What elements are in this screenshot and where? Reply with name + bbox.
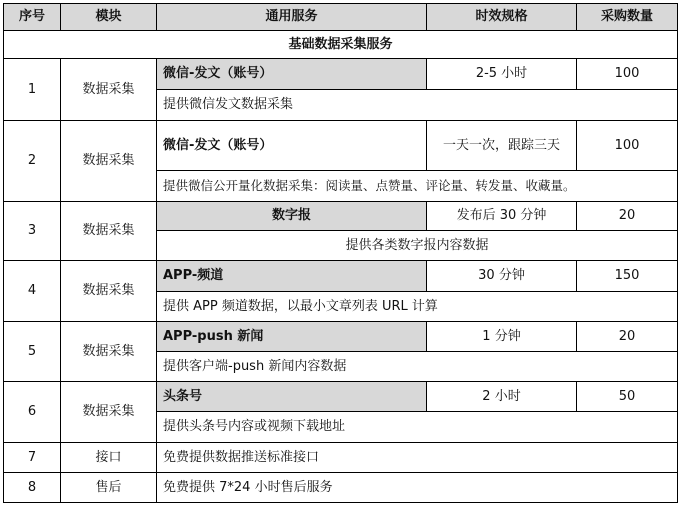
- row-number: 3: [4, 202, 61, 261]
- row-module: 接口: [61, 443, 157, 473]
- table-row: [4, 473, 678, 503]
- row-number: 2: [4, 121, 61, 202]
- row-quantity: 150: [577, 261, 678, 292]
- header-service: 通用服务: [157, 4, 427, 31]
- section-row: [4, 31, 678, 59]
- table-row: [4, 261, 678, 292]
- row-service: 头条号: [157, 382, 427, 412]
- row-service: APP-频道: [157, 261, 427, 292]
- row-number: 8: [4, 473, 61, 503]
- header-row: [4, 4, 678, 31]
- row-number: 5: [4, 322, 61, 382]
- row-module: 数据采集: [61, 382, 157, 443]
- row-number: 7: [4, 443, 61, 473]
- row-timing: 发布后 30 分钟: [427, 202, 577, 231]
- table-row: [4, 121, 678, 171]
- row-module: 售后: [61, 473, 157, 503]
- row-module: 数据采集: [61, 261, 157, 322]
- table-row: [4, 443, 678, 473]
- header-quantity: 采购数量: [577, 4, 678, 31]
- row-description: 提供微信公开量化数据采集：阅读量、点赞量、评论量、转发量、收藏量。: [157, 171, 678, 202]
- header-module: 模块: [61, 4, 157, 31]
- row-timing: 1 分钟: [427, 322, 577, 352]
- row-quantity: 100: [577, 59, 678, 90]
- row-description: 提供 APP 频道数据，以最小文章列表 URL 计算: [157, 292, 678, 322]
- row-quantity: 20: [577, 202, 678, 231]
- row-number: 6: [4, 382, 61, 443]
- table-row: [4, 202, 678, 231]
- row-service: 数字报: [157, 202, 427, 231]
- row-description: 提供微信发文数据采集: [157, 90, 678, 121]
- row-quantity: 100: [577, 121, 678, 171]
- row-timing: 2 小时: [427, 382, 577, 412]
- row-service: APP-push 新闻: [157, 322, 427, 352]
- row-quantity: 20: [577, 322, 678, 352]
- row-module: 数据采集: [61, 59, 157, 121]
- row-number: 4: [4, 261, 61, 322]
- row-module: 数据采集: [61, 322, 157, 382]
- service-table: [3, 3, 678, 503]
- row-timing: 30 分钟: [427, 261, 577, 292]
- row-module: 数据采集: [61, 121, 157, 202]
- row-module: 数据采集: [61, 202, 157, 261]
- row-description: 免费提供数据推送标准接口: [157, 443, 678, 473]
- row-description: 免费提供 7*24 小时售后服务: [157, 473, 678, 503]
- row-quantity: 50: [577, 382, 678, 412]
- row-description: 提供各类数字报内容数据: [157, 231, 678, 261]
- row-timing: 一天一次，跟踪三天: [427, 121, 577, 171]
- table-row: [4, 322, 678, 352]
- row-timing: 2-5 小时: [427, 59, 577, 90]
- table-row: [4, 382, 678, 412]
- row-service: 微信-发文（账号）: [157, 59, 427, 90]
- row-description: 提供客户端-push 新闻内容数据: [157, 352, 678, 382]
- row-description: 提供头条号内容或视频下载地址: [157, 412, 678, 443]
- header-no: 序号: [4, 4, 61, 31]
- section-title: 基础数据采集服务: [4, 31, 678, 59]
- table-row: [4, 59, 678, 90]
- header-timing: 时效规格: [427, 4, 577, 31]
- row-number: 1: [4, 59, 61, 121]
- row-service: 微信-发文（账号）: [157, 121, 427, 171]
